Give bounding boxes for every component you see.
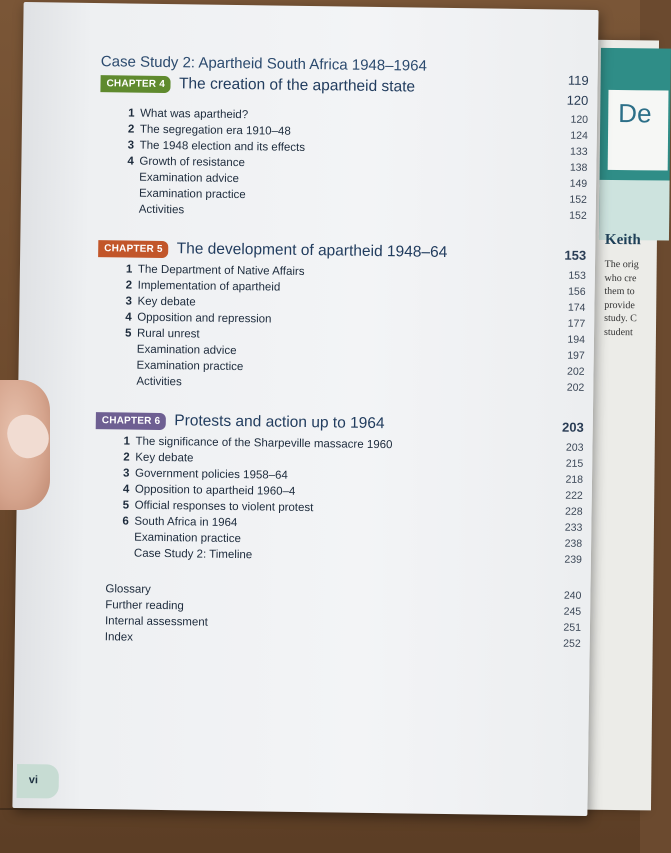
toc-entry-label: The 1948 election and its effects <box>139 139 306 154</box>
page-folio-number: vi <box>28 774 39 787</box>
chapter-entries <box>99 107 589 226</box>
back-matter-page: 240 <box>563 589 582 602</box>
toc-entry-label: Official responses to violent protest <box>134 499 314 515</box>
toc-entry-page: 133 <box>570 145 588 158</box>
back-matter-page: 252 <box>563 637 581 650</box>
chapter-page-number: 153 <box>564 247 587 263</box>
toc-entry-number: 5 <box>122 499 130 512</box>
toc-entry-number: 3 <box>127 139 135 152</box>
chapter-header-5 <box>98 239 586 264</box>
back-book-blurb: The orig who cre them to provide study. C student <box>603 258 639 338</box>
chapter-header-6 <box>96 411 584 436</box>
toc-entry-page: 177 <box>567 317 586 330</box>
toc-entry-page: 218 <box>565 473 584 486</box>
toc-entry-page: 153 <box>568 269 586 282</box>
toc-entry-page: 149 <box>569 177 588 190</box>
toc-entry-page: 202 <box>566 365 585 378</box>
toc-entry-number: 3 <box>125 295 132 308</box>
chapter-title: The development of apartheid 1948–64 <box>176 240 448 261</box>
toc-entry-number: 6 <box>122 515 129 528</box>
chapter-badge: CHAPTER 4 <box>100 75 171 93</box>
toc-entry-page: 124 <box>570 129 588 142</box>
chapter-block-4 <box>99 74 589 226</box>
toc-entry-label: What was apartheid? <box>140 107 249 122</box>
chapter-page-number: 120 <box>566 92 589 108</box>
book-page <box>12 2 598 816</box>
toc-entry-page: 156 <box>568 285 586 298</box>
toc-entry-number: 4 <box>125 311 132 324</box>
back-matter-list <box>93 583 582 654</box>
toc-entry-label: The segregation era 1910–48 <box>139 123 291 138</box>
back-book-corner-text: De <box>618 98 652 129</box>
back-matter-label: Internal assessment <box>104 615 209 629</box>
toc-entry-label: Government policies 1958–64 <box>134 467 288 482</box>
chapter-title: The creation of the apartheid state <box>178 75 416 96</box>
toc-entry-page: 233 <box>564 521 583 534</box>
toc-entry-label: Examination advice <box>139 171 240 186</box>
toc-entry-label: Rural unrest <box>136 327 200 341</box>
case-study-page-number: 119 <box>567 72 589 88</box>
toc-entry-number: 1 <box>123 435 131 448</box>
chapter-page-number: 203 <box>561 419 584 435</box>
toc-entry-label: The significance of the Sharpeville massacre 1960 <box>135 435 393 452</box>
page-folio-tab <box>17 764 59 799</box>
toc-entry-label: Activities <box>138 203 185 217</box>
toc-entry-label: Key debate <box>135 451 194 465</box>
chapter-entries <box>96 263 586 398</box>
toc-entry-label: Examination practice <box>138 187 246 202</box>
back-book-heading-box <box>608 90 669 171</box>
chapter-title: Protests and action up to 1964 <box>174 412 385 433</box>
chapter-block-6 <box>94 411 584 570</box>
toc-entry-number: 1 <box>128 107 135 120</box>
toc-entry-number: 5 <box>124 327 132 340</box>
toc-entry-label: The Department of Native Affairs <box>137 263 305 278</box>
back-matter-page: 251 <box>563 621 582 634</box>
toc-entry-page: 203 <box>565 441 584 454</box>
back-matter-label: Further reading <box>105 599 184 613</box>
toc-entry-label: Activities <box>136 375 182 389</box>
toc-entry-page: 194 <box>567 333 586 346</box>
toc-entry-label: Opposition and repression <box>137 311 272 326</box>
back-book-author: Keith <box>604 231 641 249</box>
toc-entry-number: 4 <box>122 483 130 496</box>
toc-entry-page: 202 <box>566 381 585 394</box>
toc-entry-page: 152 <box>569 193 588 206</box>
toc-entry-label: Implementation of apartheid <box>137 279 281 294</box>
chapter-badge: CHAPTER 6 <box>96 412 167 430</box>
toc-entry-number: 2 <box>123 451 130 464</box>
toc-entry-page: 215 <box>565 457 584 470</box>
toc-entry-page: 152 <box>569 209 587 222</box>
toc-entry-label: Examination practice <box>134 531 242 546</box>
toc-entry-number: 1 <box>125 263 133 276</box>
toc-entry-number: 2 <box>125 279 133 292</box>
back-matter-label: Index <box>104 631 134 644</box>
toc-entry-page: 238 <box>564 537 583 550</box>
toc-entry-label: Examination practice <box>136 359 244 374</box>
back-matter-page: 245 <box>563 605 582 618</box>
toc-entry-label: Growth of resistance <box>139 155 245 170</box>
toc-entry-number: 4 <box>127 155 134 168</box>
table-of-contents <box>93 53 589 654</box>
toc-entry-page: 197 <box>567 349 585 362</box>
toc-entry-page: 120 <box>570 113 589 126</box>
toc-entry-page: 239 <box>564 553 583 566</box>
toc-entry-label: South Africa in 1964 <box>134 515 238 530</box>
toc-entry-page: 222 <box>565 489 583 502</box>
chapter-badge: CHAPTER 5 <box>98 240 169 258</box>
toc-entry-page: 174 <box>567 301 586 314</box>
back-matter-label: Glossary <box>105 583 151 596</box>
case-study-title: Case Study 2: Apartheid South Africa 1948–1964 <box>100 53 427 75</box>
toc-entry-label: Examination advice <box>136 343 237 358</box>
toc-entry-label: Case Study 2: Timeline <box>133 547 253 562</box>
toc-entry-page: 138 <box>569 161 588 174</box>
chapter-block-5 <box>96 239 586 398</box>
toc-entry-number: 2 <box>127 123 135 136</box>
toc-entry-label: Opposition to apartheid 1960–4 <box>134 483 296 498</box>
toc-entry-page: 228 <box>564 505 583 518</box>
toc-entry-number: 3 <box>122 467 130 480</box>
toc-entry-label: Key debate <box>137 295 196 309</box>
chapter-entries <box>94 435 584 570</box>
